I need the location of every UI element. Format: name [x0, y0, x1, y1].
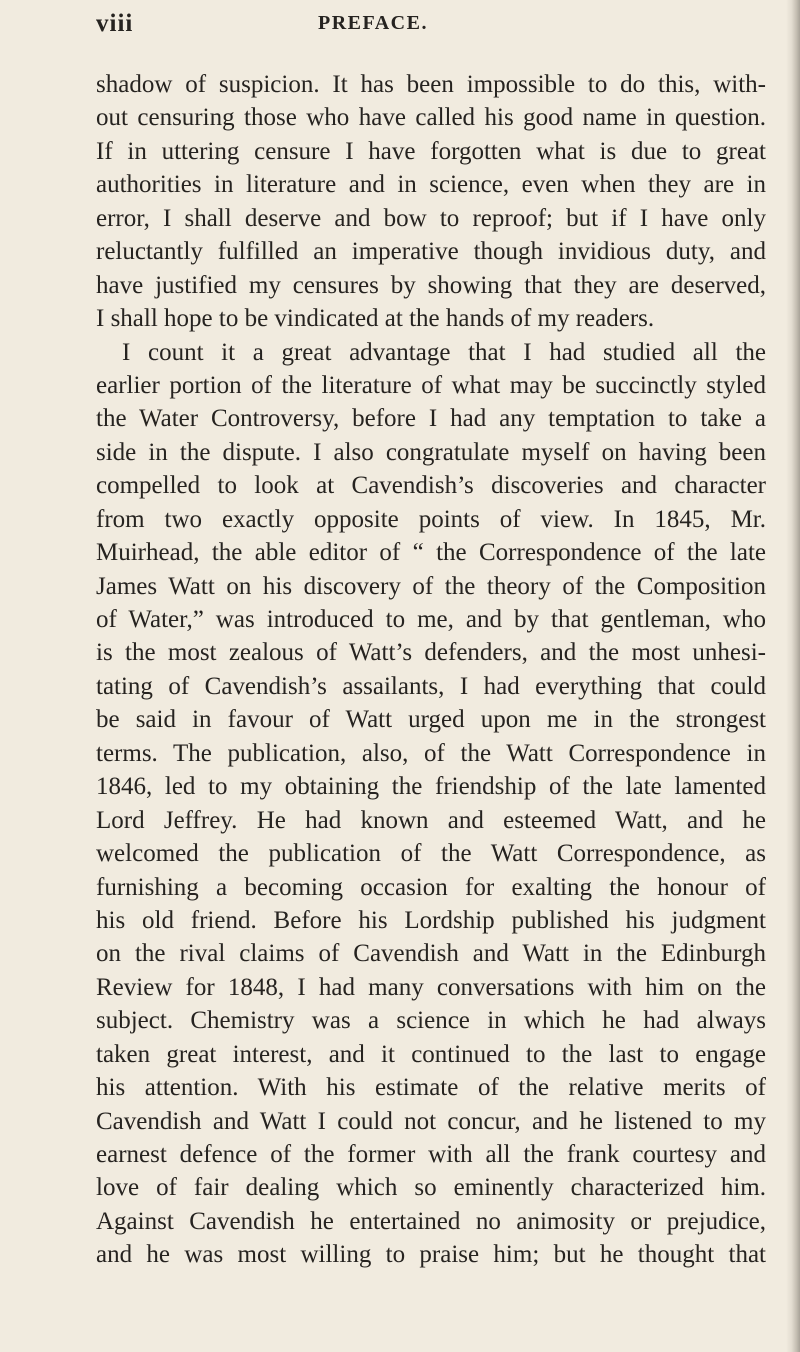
text-line: Cavendish and Watt I could not concur, and he listened to my — [96, 1107, 766, 1135]
text-line: on the rival claims of Cavendish and Watt in the Edinburgh — [96, 940, 766, 968]
text-line: Against Cavendish he entertained no animosity or prejudice, — [96, 1207, 766, 1235]
text-line: I count it a great advantage that I had studied all the — [122, 338, 766, 366]
text-line: out censuring those who have called his good name in question. — [96, 104, 766, 132]
text-line: be said in favour of Watt urged upon me in the strongest — [96, 706, 766, 734]
text-line: reluctantly fulfilled an imperative though invidious duty, and — [96, 238, 766, 266]
text-line: 1846, led to my obtaining the friendship of the late lamented — [96, 773, 766, 801]
text-line: is the most zealous of Watt’s defenders, and the most unhesi- — [96, 639, 766, 667]
text-line: James Watt on his discovery of the theory of the Composition — [96, 572, 766, 600]
text-line: furnishing a becoming occasion for exalting the honour of — [96, 873, 766, 901]
text-line: taken great interest, and it continued to the last to engage — [96, 1040, 766, 1068]
text-line: welcomed the publication of the Watt Correspondence, as — [96, 840, 766, 868]
running-title: PREFACE. — [318, 12, 428, 34]
text-line: Review for 1848, I had many conversations with him on the — [96, 973, 766, 1001]
text-line: have justified my censures by showing that they are deserved, — [96, 271, 766, 299]
text-line: Lord Jeffrey. He had known and esteemed Watt, and he — [96, 806, 766, 834]
text-line: compelled to look at Cavendish’s discoveries and character — [96, 472, 766, 500]
text-line: love of fair dealing which so eminently characterized him. — [96, 1174, 766, 1202]
text-line: of Water,” was introduced to me, and by that gentleman, who — [96, 606, 766, 633]
body-text — [96, 68, 766, 1272]
text-line: his attention. With his estimate of the relative merits of — [96, 1074, 766, 1102]
page-number: viii — [96, 10, 134, 37]
text-line: his old friend. Before his Lordship published his judgment — [96, 906, 766, 934]
text-line: earnest defence of the former with all the frank courtesy and — [96, 1141, 766, 1168]
text-line: subject. Chemistry was a science in which he had always — [96, 1007, 766, 1035]
text-line: tating of Cavendish’s assailants, I had everything that could — [96, 672, 766, 700]
text-line: I shall hope to be vindicated at the hands of my readers. — [96, 305, 655, 333]
text-line: side in the dispute. I also congratulate myself on having been — [96, 438, 766, 466]
text-line: shadow of suspicion. It has been impossible to do this, with- — [96, 71, 766, 98]
text-line: terms. The publication, also, of the Watt Correspondence in — [96, 739, 766, 767]
page-edge-shadow — [786, 0, 800, 1352]
text-line: from two exactly opposite points of view. In 1845, Mr. — [96, 505, 766, 533]
text-line: Muirhead, the able editor of “ the Correspondence of the late — [96, 539, 766, 567]
text-line: and he was most willing to praise him; but he thought that — [96, 1241, 766, 1269]
text-line: error, I shall deserve and bow to reproof; but if I have only — [96, 204, 766, 232]
text-line: the Water Controversy, before I had any temptation to take a — [96, 405, 766, 433]
text-line: If in uttering censure I have forgotten what is due to great — [96, 137, 766, 165]
text-line: authorities in literature and in science, even when they are in — [96, 171, 766, 199]
running-head — [96, 4, 656, 44]
text-line: earlier portion of the literature of what may be succinctly styled — [96, 371, 766, 399]
